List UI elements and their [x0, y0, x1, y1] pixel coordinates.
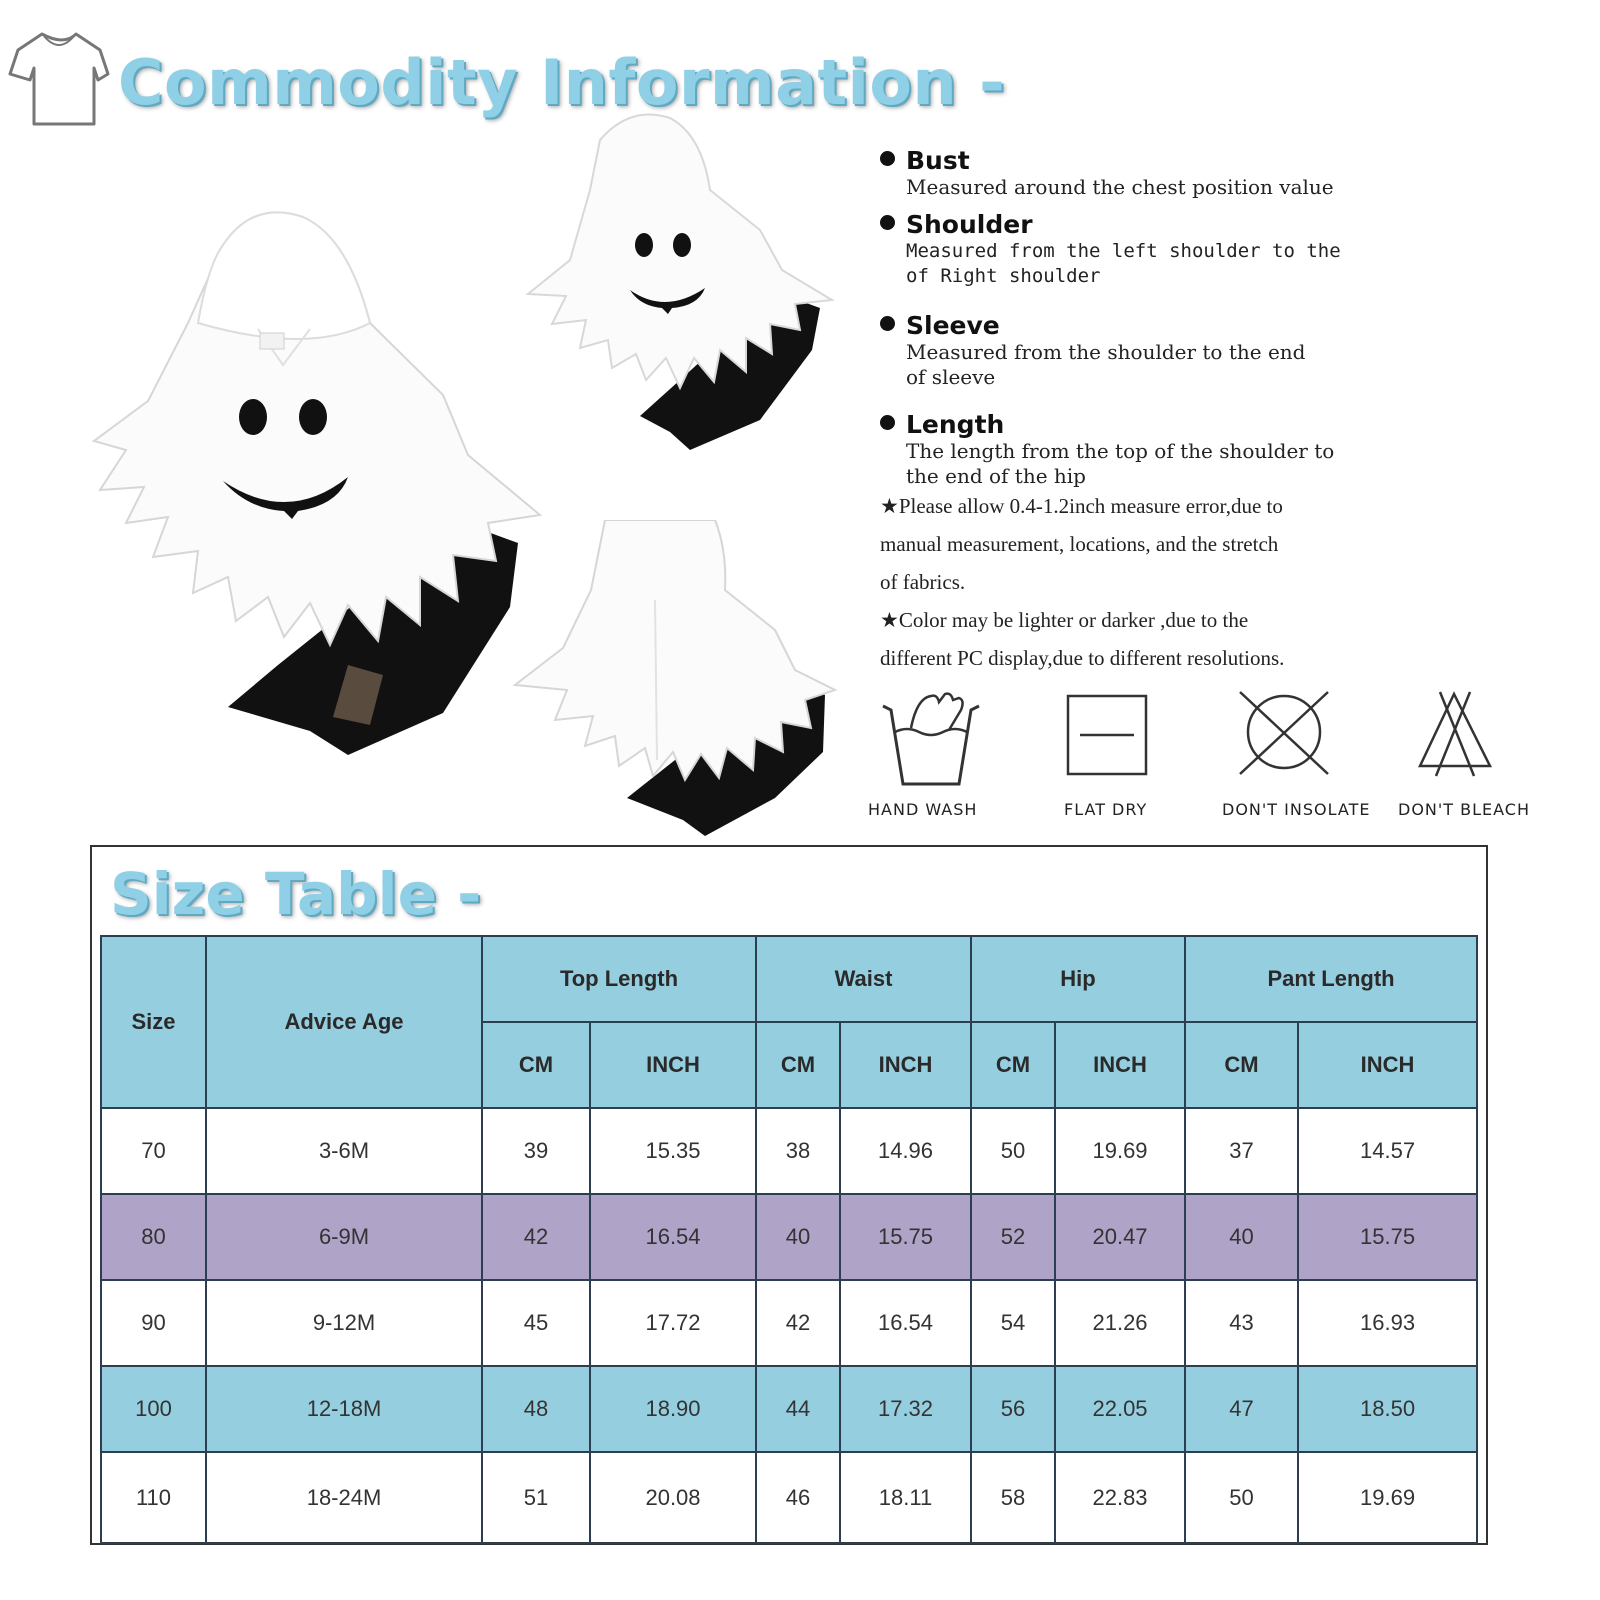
- measurement-cell: 16.54: [840, 1280, 971, 1366]
- age-cell: 9-12M: [206, 1280, 482, 1366]
- measurement-cell: 15.75: [1298, 1194, 1477, 1280]
- tshirt-icon: [8, 28, 110, 130]
- measurement-cell: 47: [1185, 1366, 1298, 1452]
- measurement-description: Measured from the shoulder to the end: [906, 340, 1306, 364]
- care-label: DON'T INSOLATE: [1222, 800, 1371, 819]
- measurement-cell: 42: [482, 1194, 590, 1280]
- ghost-costume-back-image: [505, 520, 845, 850]
- unit-header: CM: [482, 1022, 590, 1108]
- measurement-description: the end of the hip: [906, 464, 1086, 488]
- measurement-description: Measured around the chest position value: [906, 175, 1334, 199]
- unit-header: INCH: [840, 1022, 971, 1108]
- measurement-cell: 14.96: [840, 1108, 971, 1194]
- measurement-cell: 42: [756, 1280, 840, 1366]
- bullet-icon: [880, 151, 895, 166]
- measurement-cell: 21.26: [1055, 1280, 1185, 1366]
- measurement-title: Bust: [906, 146, 970, 175]
- measurement-cell: 20.08: [590, 1452, 756, 1543]
- measurement-cell: 20.47: [1055, 1194, 1185, 1280]
- size-cell: 70: [101, 1108, 206, 1194]
- column-header-age: Advice Age: [206, 936, 482, 1108]
- measurement-cell: 19.69: [1055, 1108, 1185, 1194]
- size-cell: 90: [101, 1280, 206, 1366]
- flat-dry-icon: [1050, 690, 1160, 790]
- unit-header: CM: [1185, 1022, 1298, 1108]
- measurement-description: Measured from the left shoulder to the: [906, 240, 1341, 262]
- measurement-cell: 16.54: [590, 1194, 756, 1280]
- measurement-cell: 18.11: [840, 1452, 971, 1543]
- size-table-title: Size Table -: [110, 860, 482, 928]
- table-row: [101, 1452, 1477, 1543]
- column-header-size: Size: [101, 936, 206, 1108]
- table-row: [101, 1194, 1477, 1280]
- care-label: DON'T BLEACH: [1398, 800, 1531, 819]
- column-group-header: Hip: [971, 936, 1185, 1022]
- bullet-icon: [880, 215, 895, 230]
- size-cell: 110: [101, 1452, 206, 1543]
- hand-wash-icon: [875, 688, 985, 788]
- table-row: [101, 1366, 1477, 1452]
- column-group-header: Top Length: [482, 936, 756, 1022]
- age-cell: 6-9M: [206, 1194, 482, 1280]
- measurement-notes: [880, 487, 1530, 677]
- measurement-bust: [880, 146, 1560, 200]
- unit-header: INCH: [1298, 1022, 1477, 1108]
- measurement-cell: 48: [482, 1366, 590, 1452]
- measurement-cell: 19.69: [1298, 1452, 1477, 1543]
- measurement-cell: 44: [756, 1366, 840, 1452]
- measurement-cell: 40: [756, 1194, 840, 1280]
- care-label: FLAT DRY: [1064, 800, 1148, 819]
- measurement-cell: 14.57: [1298, 1108, 1477, 1194]
- age-cell: 12-18M: [206, 1366, 482, 1452]
- note-line: manual measurement, locations, and the stretch: [880, 532, 1279, 556]
- measurement-cell: 58: [971, 1452, 1055, 1543]
- note-line: ★Color may be lighter or darker ,due to the: [880, 608, 1249, 632]
- measurement-shoulder: [880, 210, 1560, 289]
- measurement-cell: 45: [482, 1280, 590, 1366]
- measurement-cell: 22.83: [1055, 1452, 1185, 1543]
- measurement-cell: 17.72: [590, 1280, 756, 1366]
- measurement-cell: 15.35: [590, 1108, 756, 1194]
- column-group-header: Waist: [756, 936, 971, 1022]
- unit-header: CM: [971, 1022, 1055, 1108]
- measurement-cell: 52: [971, 1194, 1055, 1280]
- measurement-cell: 37: [1185, 1108, 1298, 1194]
- measurement-sleeve: [880, 311, 1560, 390]
- table-header-row: [101, 936, 1477, 1022]
- measurement-cell: 51: [482, 1452, 590, 1543]
- measurement-cell: 18.90: [590, 1366, 756, 1452]
- measurement-cell: 43: [1185, 1280, 1298, 1366]
- size-cell: 100: [101, 1366, 206, 1452]
- size-cell: 80: [101, 1194, 206, 1280]
- unit-header: INCH: [590, 1022, 756, 1108]
- unit-header: CM: [756, 1022, 840, 1108]
- measurement-cell: 54: [971, 1280, 1055, 1366]
- care-label: HAND WASH: [868, 800, 978, 819]
- dont-insolate-icon: [1232, 688, 1342, 788]
- bullet-icon: [880, 316, 895, 331]
- measurement-cell: 15.75: [840, 1194, 971, 1280]
- measurement-title: Shoulder: [906, 210, 1033, 239]
- measurement-description: of sleeve: [906, 365, 996, 389]
- bullet-icon: [880, 415, 895, 430]
- measurement-cell: 18.50: [1298, 1366, 1477, 1452]
- measurement-description: of Right shoulder: [906, 265, 1101, 287]
- measurement-cell: 16.93: [1298, 1280, 1477, 1366]
- measurement-cell: 50: [1185, 1452, 1298, 1543]
- ghost-costume-small-front-image: [520, 110, 850, 455]
- measurement-title: Sleeve: [906, 311, 1000, 340]
- table-body: [101, 1108, 1477, 1543]
- note-line: of fabrics.: [880, 570, 966, 594]
- measurement-cell: 56: [971, 1366, 1055, 1452]
- note-line: different PC display,due to different resolutions.: [880, 646, 1285, 670]
- measurement-cell: 40: [1185, 1194, 1298, 1280]
- age-cell: 3-6M: [206, 1108, 482, 1194]
- measurement-cell: 46: [756, 1452, 840, 1543]
- column-group-header: Pant Length: [1185, 936, 1477, 1022]
- note-line: ★Please allow 0.4-1.2inch measure error,due to: [880, 494, 1283, 518]
- unit-header: INCH: [1055, 1022, 1185, 1108]
- dont-bleach-icon: [1402, 688, 1512, 788]
- table-row: [101, 1108, 1477, 1194]
- measurement-length: [880, 410, 1560, 489]
- table-row: [101, 1280, 1477, 1366]
- measurement-cell: 17.32: [840, 1366, 971, 1452]
- age-cell: 18-24M: [206, 1452, 482, 1543]
- measurement-description: The length from the top of the shoulder to: [906, 439, 1335, 463]
- measurement-cell: 22.05: [1055, 1366, 1185, 1452]
- measurement-cell: 50: [971, 1108, 1055, 1194]
- size-table: [100, 935, 1478, 1544]
- measurement-cell: 39: [482, 1108, 590, 1194]
- ghost-costume-front-image: [48, 205, 573, 780]
- measurement-title: Length: [906, 410, 1005, 439]
- page-title: Commodity Information -: [118, 46, 1006, 119]
- measurement-cell: 38: [756, 1108, 840, 1194]
